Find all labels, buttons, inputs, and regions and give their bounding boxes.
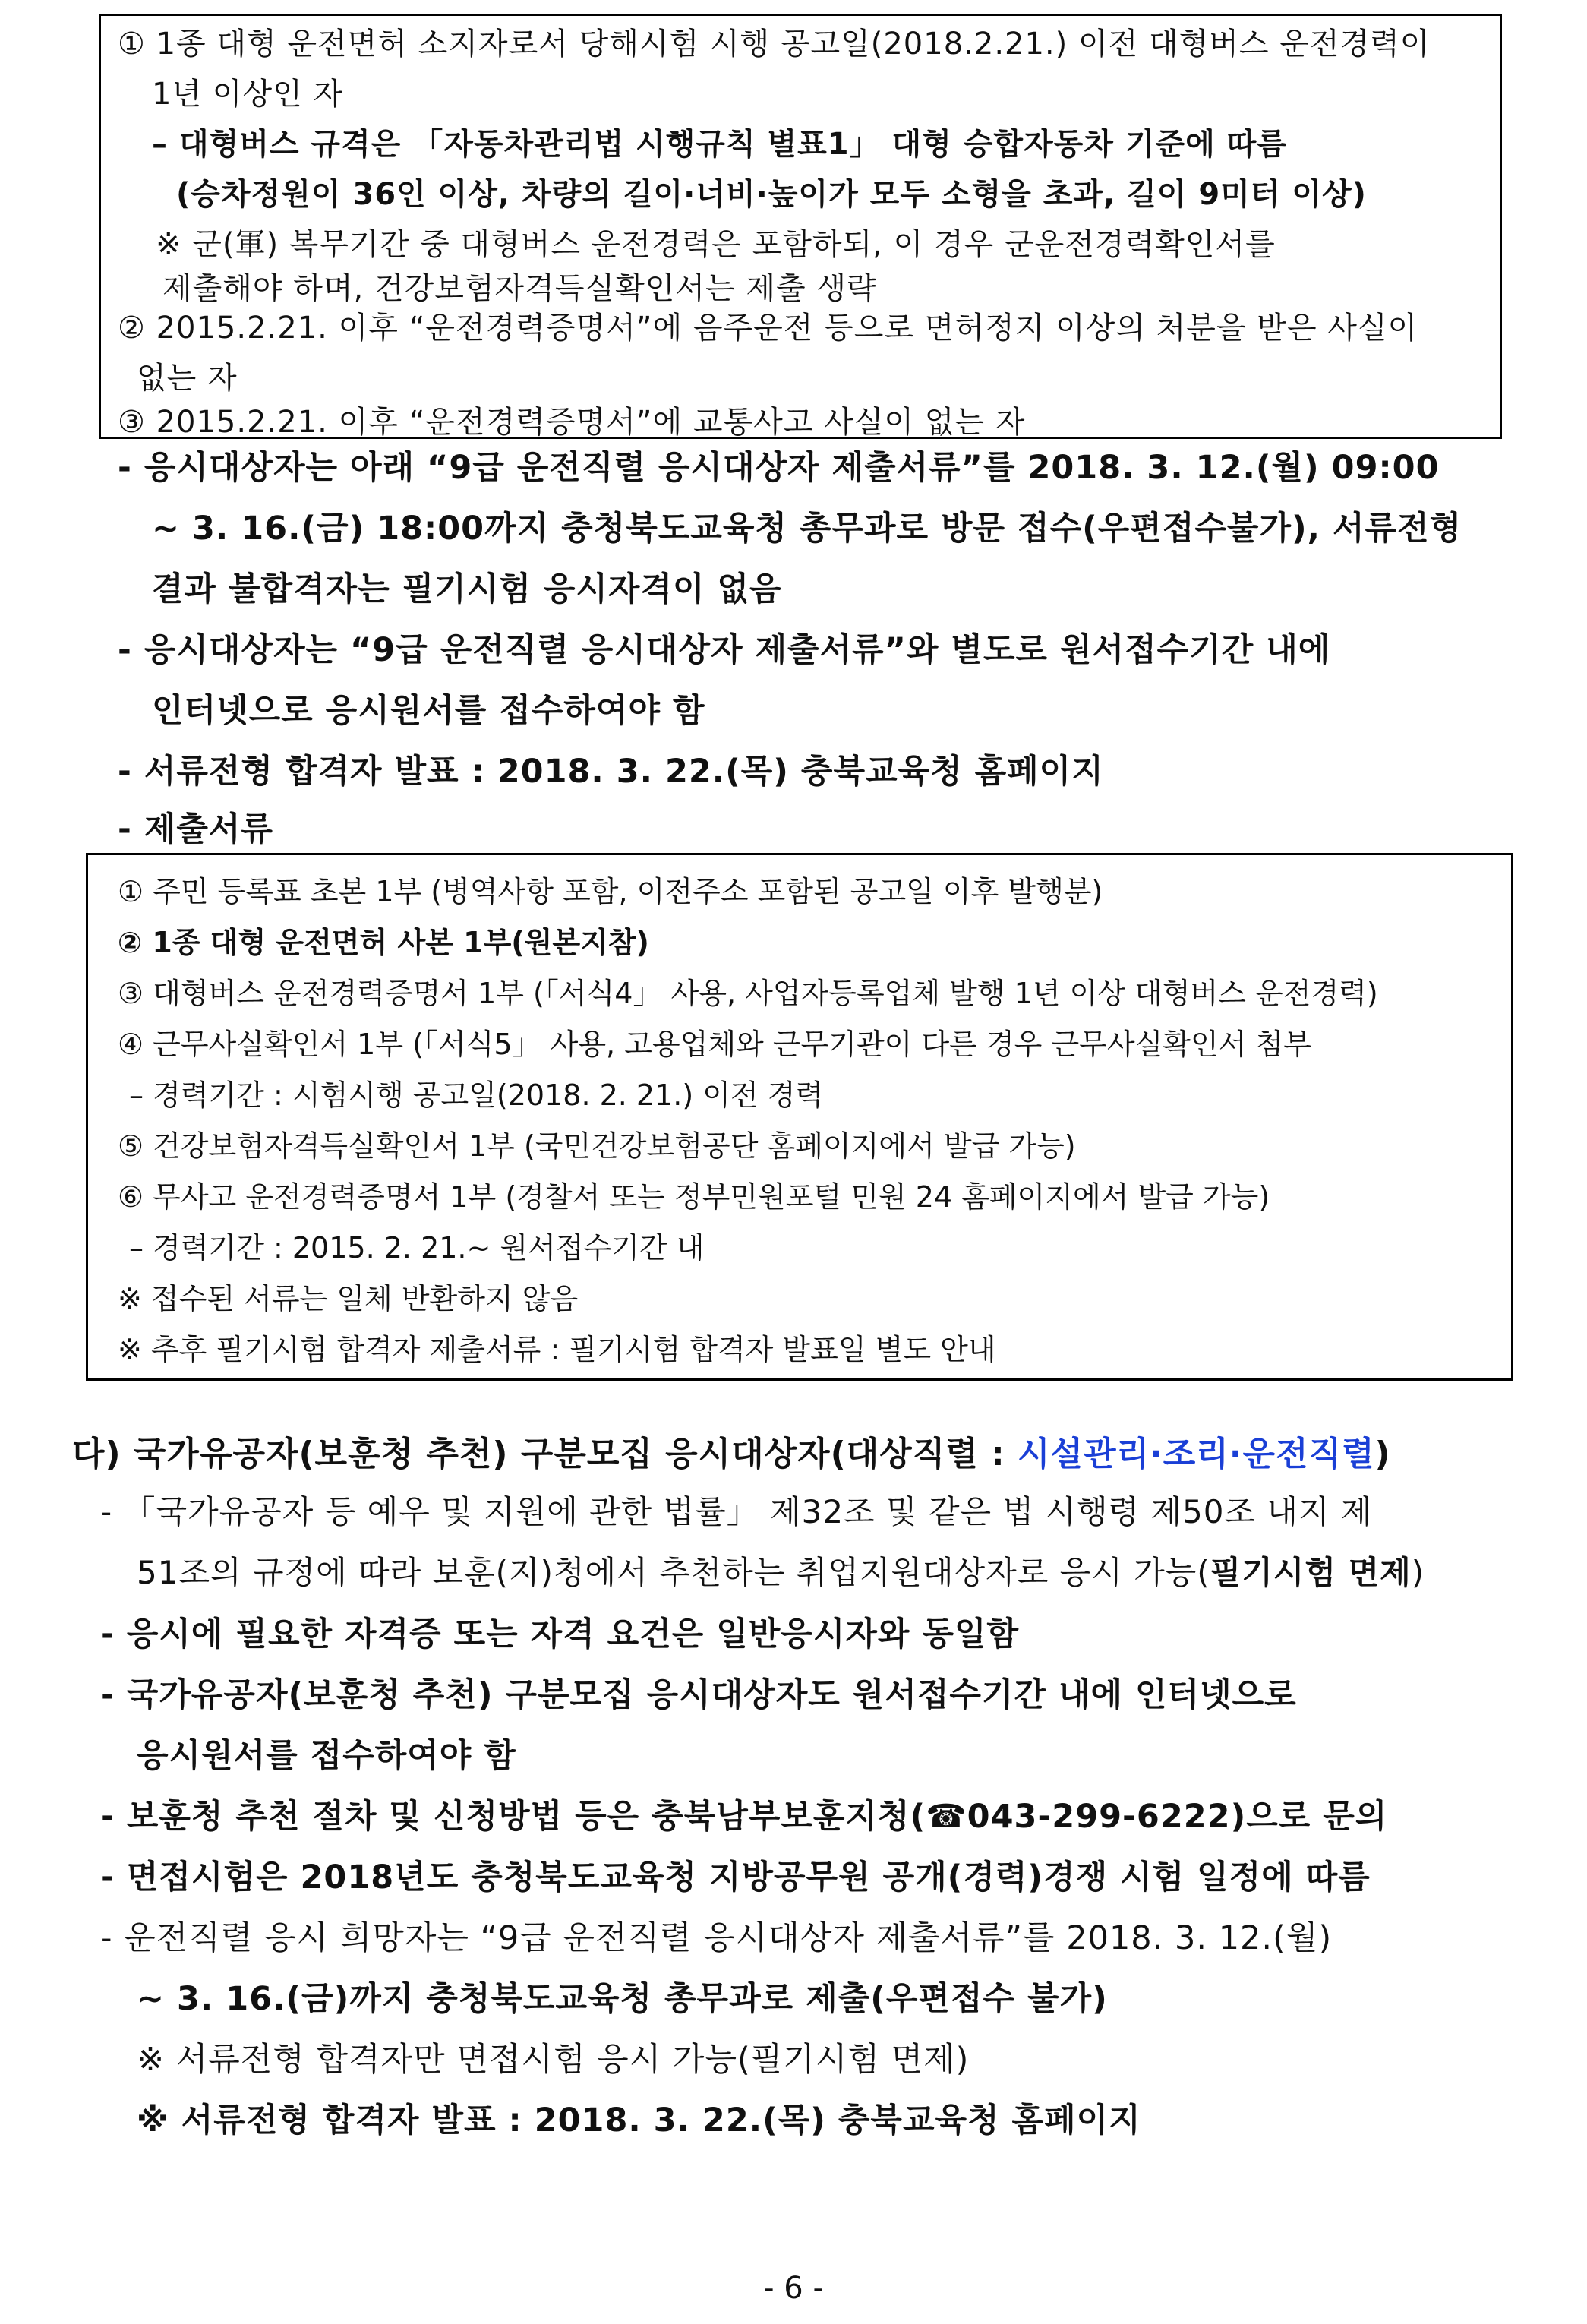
box1-line-3: – 대형버스 규격은 「자동차관리법 시행규칙 별표1」 대형 승합자동차 기준에 따름	[152, 127, 1288, 162]
doc-item-2: ② 1종 대형 운전면허 사본 1부(원본지참)	[118, 926, 649, 959]
main1-line-2: ~ 3. 16.(금) 18:00까지 충청북도교육청 총무과로 방문 접수(우편접수불가), 서류전형	[152, 510, 1462, 548]
page-number: - 6 -	[763, 2271, 824, 2306]
section-heading-highlight: 시설관리·조리·운전직렬	[1018, 1435, 1375, 1473]
doc-item-3: ③ 대형버스 운전경력증명서 1부 (「서식4」 사용, 사업자등록업체 발행 1년 이상 대형버스 운전경력)	[118, 977, 1378, 1010]
section-line-2	[137, 1548, 1425, 1593]
section-heading	[72, 1426, 1391, 1475]
section-line-1: - 「국가유공자 등 예우 및 지원에 관한 법률」 제32조 및 같은 법 시행령 제50조 내지 제	[100, 1493, 1373, 1530]
section-line-9: ~ 3. 16.(금)까지 충청북도교육청 총무과로 제출(우편접수 불가)	[137, 1980, 1108, 2018]
section-line-3: - 응시에 필요한 자격증 또는 자격 요건은 일반응시자와 동일함	[100, 1615, 1020, 1653]
doc-item-1: ① 주민 등록표 초본 1부 (병역사항 포함, 이전주소 포함된 공고일 이후 발행분)	[118, 875, 1103, 908]
box1-line-7: ② 2015.2.21. 이후 “운전경력증명서”에 음주운전 등으로 면허정지 이상의 처분을 받은 사실이	[118, 311, 1418, 346]
section-line-4: - 국가유공자(보훈청 추천) 구분모집 응시대상자도 원서접수기간 내에 인터넷으로	[100, 1676, 1297, 1714]
doc-item-6-period: – 경력기간 : 2015. 2. 21.~ 원서접수기간 내	[129, 1231, 705, 1265]
section-line-2-text: 51조의 규정에 따라 보훈(지)청에서 추천하는 취업지원대상자로 응시 가능(	[137, 1554, 1210, 1591]
section-line-6: - 보훈청 추천 절차 및 신청방법 등은 충북남부보훈지청(☎043-299-6222)으로 문의	[100, 1798, 1388, 1836]
main1-line-6: - 서류전형 합격자 발표 : 2018. 3. 22.(목) 충북교육청 홈페이지	[118, 753, 1104, 791]
section-line-8: - 운전직렬 응시 희망자는 “9급 운전직렬 응시대상자 제출서류”를 2018. 3. 12.(월)	[100, 1919, 1333, 1957]
section-heading-text: 다) 국가유공자(보훈청 추천) 구분모집 응시대상자(대상직렬 :	[72, 1435, 1018, 1473]
section-note-2: ※ 서류전형 합격자 발표 : 2018. 3. 22.(목) 충북교육청 홈페이지	[137, 2101, 1141, 2139]
section-line-2-bold: 필기시험 면제	[1210, 1554, 1412, 1591]
doc-item-5: ⑤ 건강보험자격득실확인서 1부 (국민건강보험공단 홈페이지에서 발급 가능)	[118, 1129, 1076, 1163]
doc-item-4-period: – 경력기간 : 시험시행 공고일(2018. 2. 21.) 이전 경력	[129, 1078, 824, 1112]
doc-item-4: ④ 근무사실확인서 1부 (「서식5」 사용, 고용업체와 근무기관이 다른 경우 근무사실확인서 첨부	[118, 1028, 1311, 1061]
section-heading-close: )	[1374, 1435, 1391, 1473]
section-line-2-close: )	[1411, 1554, 1425, 1591]
section-line-5: 응시원서를 접수하여야 함	[137, 1737, 516, 1775]
section-line-7: - 면접시험은 2018년도 충청북도교육청 지방공무원 공개(경력)경쟁 시험 일정에 따름	[100, 1858, 1371, 1896]
box1-line-6: 제출해야 하며, 건강보험자격득실확인서는 제출 생략	[162, 271, 877, 306]
main1-line-1: - 응시대상자는 아래 “9급 운전직렬 응시대상자 제출서류”를 2018. 3. 12.(월) 09:00	[118, 449, 1440, 487]
main1-line-3: 결과 불합격자는 필기시험 응시자격이 없음	[152, 570, 782, 608]
box1-line-5: ※ 군(軍) 복무기간 중 대형버스 운전경력은 포함하되, 이 경우 군운전경력확인서를	[156, 227, 1276, 262]
box1-line-9: ③ 2015.2.21. 이후 “운전경력증명서”에 교통사고 사실이 없는 자	[118, 405, 1026, 440]
main1-line-7: - 제출서류	[118, 810, 273, 848]
section-note-1: ※ 서류전형 합격자만 면접시험 응시 가능(필기시험 면제)	[137, 2041, 970, 2079]
box1-line-4: (승차정원이 36인 이상, 차량의 길이·너비·높이가 모두 소형을 초과, 길이 9미터 이상)	[176, 177, 1367, 212]
box1-line-8: 없는 자	[137, 361, 238, 396]
main1-line-5: 인터넷으로 응시원서를 접수하여야 함	[152, 692, 705, 730]
doc-item-6: ⑥ 무사고 운전경력증명서 1부 (경찰서 또는 정부민원포털 민원 24 홈페이지에서 발급 가능)	[118, 1180, 1270, 1214]
box1-line-2: 1년 이상인 자	[152, 77, 344, 112]
box1-line-1: ① 1종 대형 운전면허 소지자로서 당해시험 시행 공고일(2018.2.21.) 이전 대형버스 운전경력이	[118, 27, 1431, 62]
main1-line-4: - 응시대상자는 “9급 운전직렬 응시대상자 제출서류”와 별도로 원서접수기간 내에	[118, 631, 1331, 669]
doc-note-1: ※ 접수된 서류는 일체 반환하지 않음	[118, 1282, 579, 1315]
doc-note-2: ※ 추후 필기시험 합격자 제출서류 : 필기시험 합격자 발표일 별도 안내	[118, 1333, 996, 1366]
